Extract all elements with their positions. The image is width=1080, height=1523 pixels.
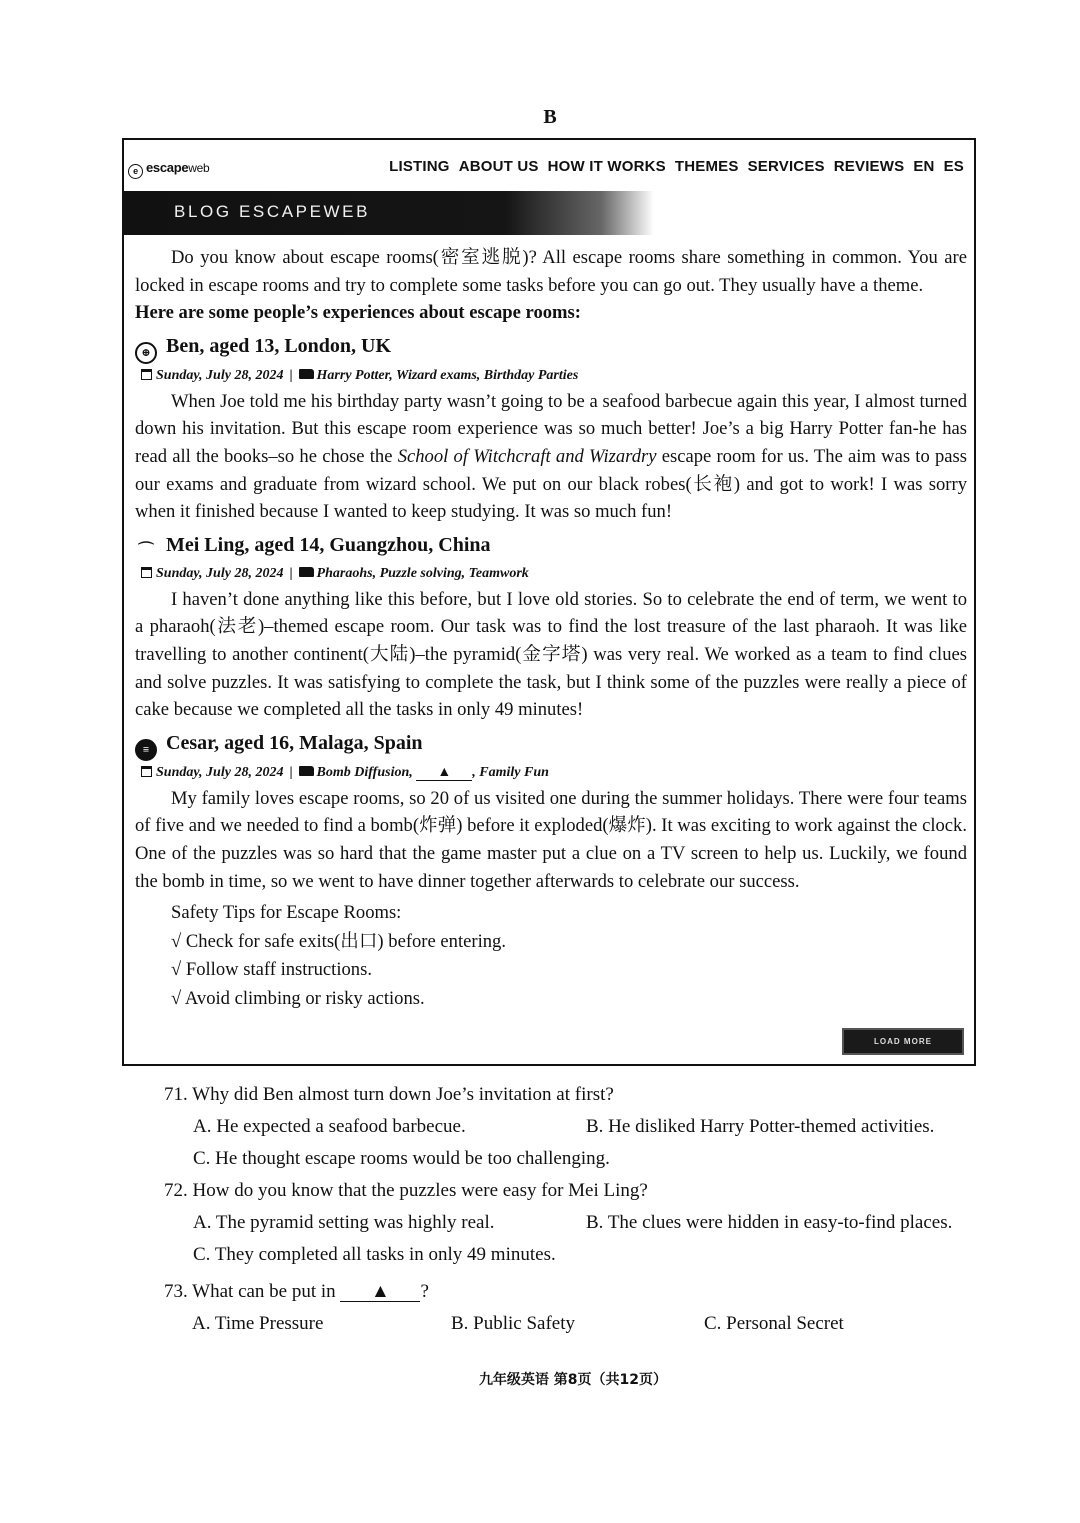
intro-lead: Here are some people’s experiences about escape rooms: <box>135 302 581 324</box>
option-a: A. He expected a seafood barbecue. <box>193 1116 466 1137</box>
ball-icon: ≡ <box>135 739 157 761</box>
globe-icon: ⊕ <box>135 342 157 364</box>
check-icon: √ <box>171 987 182 1009</box>
question-73: 73. What can be put in ▲ ? <box>164 1281 429 1302</box>
post-body-ben: When Joe told me his birthday party wasn’t going to be a seafood barbecue again this year, I almost turned down his invitation. But this escape room experience was so much better! Joe’s a big Harry Potter fan-he has read all the books–so he chose the School of Witchcraft and Wizardry escape room for us. The aim was to pass our exams and graduate from wizard school. We put on our black robes(长袍) and got to work! I was sorry when it finished because I wanted to keep studying. It was so much fun! <box>135 390 967 523</box>
post-meta: Sunday, July 28, 2024 | Pharaohs, Puzzle solving, Teamwork <box>141 562 967 586</box>
load-more-button[interactable]: LOAD MORE <box>842 1028 964 1055</box>
safety-tips <box>171 899 967 1013</box>
swirl-icon: ⌒ <box>137 541 154 559</box>
nav-services[interactable]: SERVICES <box>747 158 825 175</box>
calendar-icon <box>141 766 152 777</box>
calendar-icon <box>141 369 152 380</box>
section-letter: B <box>543 106 557 128</box>
question-72: 72. How do you know that the puzzles were easy for Mei Ling? <box>164 1180 648 1201</box>
question-71: 71. Why did Ben almost turn down Joe’s invitation at first? <box>164 1084 614 1105</box>
nav-listing[interactable]: LISTING <box>389 158 450 175</box>
site-logo[interactable]: e escapeweb <box>128 160 209 179</box>
top-nav-bar <box>124 154 974 180</box>
safety-tip: √ Avoid climbing or risky actions. <box>171 987 425 1009</box>
nav-lang-es[interactable]: ES <box>943 158 964 175</box>
questions <box>164 1079 984 1340</box>
nav-how-it-works[interactable]: HOW IT WORKS <box>547 158 666 175</box>
escape-web-blog-frame <box>122 138 976 1066</box>
nav-lang-en[interactable]: EN <box>913 158 935 175</box>
option-a: A. The pyramid setting was highly real. <box>193 1212 495 1233</box>
options-row <box>164 1143 984 1175</box>
option-b: B. He disliked Harry Potter-themed activities. <box>586 1116 935 1137</box>
post-author-cesar: ≡ Cesar, aged 16, Malaga, Spain <box>135 728 967 761</box>
option-b: B. The clues were hidden in easy-to-find places. <box>586 1212 953 1233</box>
safety-tips-title: Safety Tips for Escape Rooms: <box>171 902 402 924</box>
folder-icon <box>299 766 314 776</box>
nav-themes[interactable]: THEMES <box>674 158 739 175</box>
nav-about-us[interactable]: ABOUT US <box>458 158 539 175</box>
answer-blank: ▲ <box>340 1283 420 1302</box>
main-nav <box>380 158 964 175</box>
folder-icon <box>299 567 314 577</box>
option-c: C. He thought escape rooms would be too challenging. <box>193 1148 610 1169</box>
post-meta: Sunday, July 28, 2024 | Harry Potter, Wizard exams, Birthday Parties <box>141 364 967 388</box>
post-meta: Sunday, July 28, 2024 | Bomb Diffusion, ▲ , Family Fun <box>141 761 967 785</box>
tag-blank: ▲ <box>416 766 472 781</box>
calendar-icon <box>141 567 152 578</box>
option-a: A. Time Pressure <box>192 1313 324 1334</box>
option-c: C. Personal Secret <box>704 1313 844 1334</box>
folder-icon <box>299 369 314 379</box>
options-row <box>164 1207 984 1239</box>
options-row <box>164 1111 984 1143</box>
post-author-mei-ling: ⌒ Mei Ling, aged 14, Guangzhou, China <box>135 530 967 562</box>
logo-mark-icon: e <box>128 164 143 179</box>
page-footer: 九年级英语 第8页（共12页） <box>478 1372 668 1388</box>
blog-banner: BLOG ESCAPEWEB <box>124 191 654 235</box>
options-row <box>164 1239 984 1271</box>
check-icon: √ <box>171 959 182 981</box>
blog-content <box>135 244 967 1013</box>
safety-tip: √ Follow staff instructions. <box>171 959 372 981</box>
nav-reviews[interactable]: REVIEWS <box>833 158 905 175</box>
post-author-ben: ⊕ Ben, aged 13, London, UK <box>135 331 967 364</box>
post-body-cesar: My family loves escape rooms, so 20 of us visited one during the summer holidays. There were four teams of five and we needed to find a bomb(炸弹) before it exploded(爆炸). It was exciting to work against the clock. One of the puzzles was so hard that the game master put a clue on a TV screen to help us. Luckily, we found the bomb in time, so we went to have dinner together afterwards to celebrate our success. <box>135 787 967 892</box>
options-row <box>164 1308 984 1340</box>
post-body-mei-ling: I haven’t done anything like this before, but I love old stories. So to celebrate the end of term, we went to a pharaoh(法老)–themed escape room. Our task was to find the lost treasure of the last pharaoh. It was like travelling to another continent(大陆)–the pyramid(金字塔) was very real. We worked as a team to find clues and solve puzzles. It was satisfying to complete the task, but I think some of the puzzles were really a piece of cake because we completed all the tasks in only 49 minutes! <box>135 588 967 721</box>
intro-paragraph: Do you know about escape rooms(密室逃脱)? All escape rooms share something in common. You are locked in escape rooms and try to complete some tasks before you can go out. They usually have a theme. <box>135 247 967 296</box>
safety-tip: √ Check for safe exits(出口) before entering. <box>171 930 506 952</box>
option-b: B. Public Safety <box>451 1313 576 1334</box>
option-c: C. They completed all tasks in only 49 minutes. <box>193 1244 556 1265</box>
check-icon: √ <box>171 930 182 952</box>
